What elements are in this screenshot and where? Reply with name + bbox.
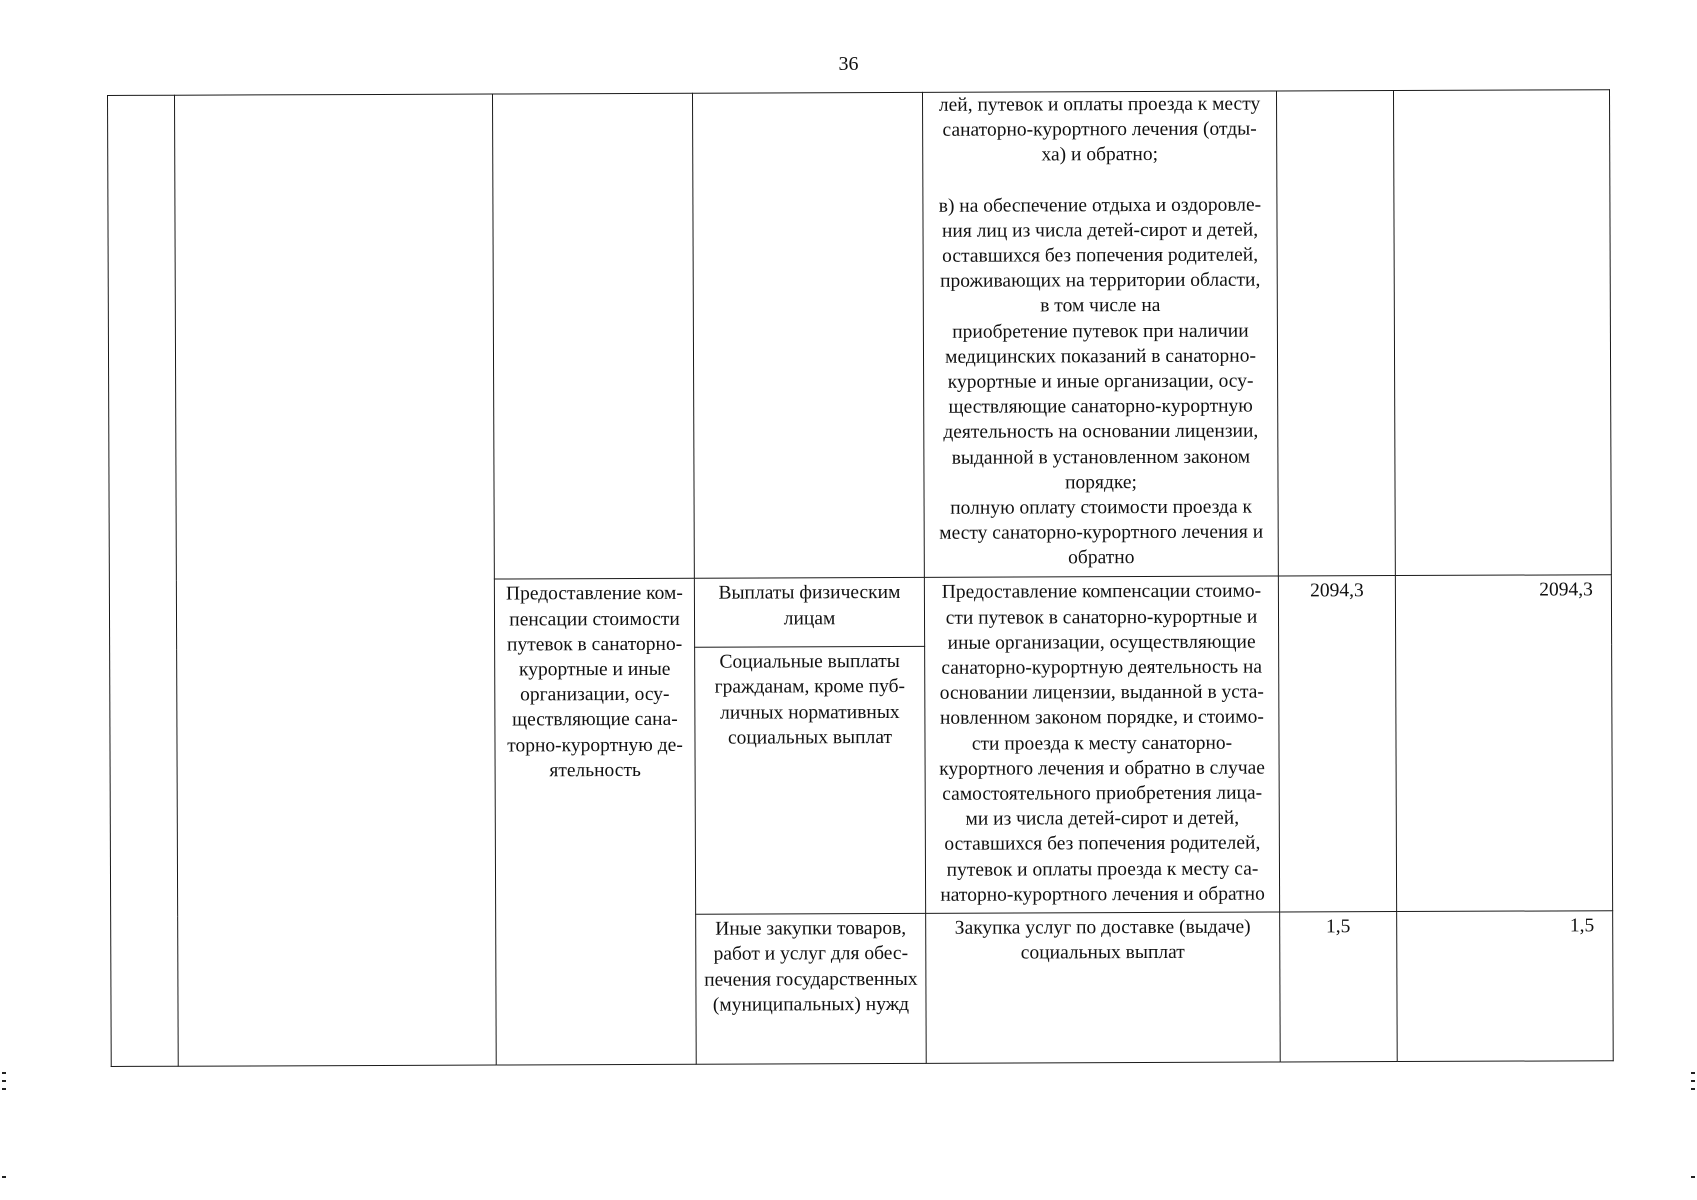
text-line: курортные и иные	[518, 658, 671, 681]
text-line: иные организации, осуществляющие	[947, 631, 1256, 654]
text-line: ществляющие санаторно-курортную	[948, 395, 1253, 419]
cell-description-purchase	[926, 912, 1281, 1063]
text-line: месту санаторно-курортного лечения и	[939, 521, 1264, 545]
text-line: лей, путевок и оплаты проезда к месту	[938, 93, 1261, 116]
text-line: обратно	[1068, 547, 1135, 569]
scan-edge-mark	[1691, 1176, 1695, 1178]
text-line: путевок и оплаты проезда к месту са-	[946, 858, 1259, 881]
scan-edge-mark	[1691, 1080, 1695, 1082]
text-line: медицинских показаний в санаторно-	[945, 345, 1256, 368]
cell-expense-type-purchase	[696, 914, 927, 1065]
cell-amount-compensation-1: 2094,3	[1278, 576, 1396, 912]
text-line: выданной в установленном законом	[951, 446, 1251, 469]
text-line: личных нормативных	[720, 701, 900, 724]
text-line: санаторно-курортную деятельность на	[941, 656, 1263, 679]
text-line: работ и услуг для обес-	[713, 943, 909, 966]
text-line: в) на обеспечение отдыха и оздоровле-	[938, 194, 1262, 217]
scan-edge-mark	[1691, 1088, 1695, 1090]
text-line: ятельность	[549, 759, 641, 782]
cell-expense-type-payments	[694, 578, 924, 648]
text-line: торно-курортную де-	[507, 734, 683, 756]
text-line: (муниципальных) нужд	[712, 993, 910, 1016]
text-line: в том числе на	[1040, 295, 1161, 317]
text-line: пенсации стоимости	[509, 608, 680, 630]
text-line: ния лиц из числа детей-сирот и детей,	[941, 219, 1259, 242]
text-line: печения государственных	[704, 968, 918, 991]
table-row-continuation	[108, 90, 1612, 581]
text-line: наторно-курортного лечения и обратно	[940, 883, 1265, 906]
text-line: санаторно-курортного лечения (отды-	[942, 118, 1257, 141]
text-line: самостоятельного приобретения лица-	[942, 782, 1263, 805]
text-line: новленном законом порядке, и стоимо-	[939, 706, 1264, 730]
text-line: Выплаты физическим	[718, 582, 901, 604]
text-line: Предоставление ком-	[505, 583, 683, 605]
text-line: социальных выплат	[1020, 942, 1185, 964]
text-line: основании лицензии, выданной в уста-	[939, 681, 1264, 704]
blank-line	[926, 167, 1273, 193]
text-line: сти путевок в санаторно-курортные и	[945, 606, 1258, 629]
text-line: путевок в санаторно-	[506, 633, 683, 656]
budget-table	[107, 89, 1614, 1067]
cell-amount-compensation-2: 2094,3	[1395, 575, 1612, 912]
text-line: организации, осу-	[520, 683, 670, 706]
cell-continuation-text	[922, 91, 1278, 578]
text-line: приобретение путевок при наличии	[952, 320, 1249, 343]
text-line: курортного лечения и обратно в случае	[939, 757, 1265, 780]
text-line: социальных выплат	[727, 726, 893, 749]
scan-edge-mark	[2, 1072, 6, 1074]
text-line: Иные закупки товаров,	[715, 918, 907, 940]
text-line: полную оплату стоимости проезда к	[950, 496, 1253, 519]
text-line: сти проезда к месту санаторно-	[971, 732, 1233, 755]
cell-amount-empty	[1393, 90, 1611, 576]
cell-amount-purchase-1: 1,5	[1280, 912, 1398, 1062]
cell-amount-empty	[1276, 91, 1395, 577]
scan-edge-mark	[2, 1080, 6, 1082]
text-line: ми из числа детей-сирот и детей,	[965, 807, 1240, 830]
text-line: лицам	[783, 607, 836, 629]
text-line: оставшихся без попечения родителей,	[942, 244, 1259, 267]
cell-description-compensation	[924, 576, 1279, 913]
cell-activity-empty	[492, 93, 694, 579]
text-line: ществляющие сана-	[512, 709, 678, 731]
cell-expense-empty	[692, 92, 924, 578]
text-line: Социальные выплаты	[719, 651, 900, 673]
text-line: гражданам, кроме пуб-	[714, 676, 906, 698]
cell-activity-compensation	[494, 579, 696, 1065]
text-line: проживающих на территории области,	[940, 269, 1261, 293]
scan-edge-mark	[1691, 1072, 1695, 1074]
cell-expense-subtype-social	[695, 646, 926, 914]
text-line: Предоставление компенсации стоимо-	[941, 580, 1262, 604]
text-line: оставшихся без попечения родителей,	[944, 832, 1261, 856]
page-number: 36	[838, 53, 859, 75]
text-line: порядке;	[1065, 471, 1137, 494]
text-line: ха) и обратно;	[1041, 144, 1159, 166]
cell-program	[175, 94, 497, 1066]
cell-index	[108, 95, 179, 1066]
cell-amount-purchase-2: 1,5	[1397, 911, 1614, 1062]
scan-edge-mark	[2, 1088, 6, 1090]
text-line: Закупка услуг по доставке (выдаче)	[954, 916, 1251, 939]
text-line: курортные и иные организации, осу-	[947, 370, 1254, 393]
scan-edge-mark	[2, 1176, 6, 1178]
text-line: деятельность на основании лицензии,	[943, 421, 1259, 444]
